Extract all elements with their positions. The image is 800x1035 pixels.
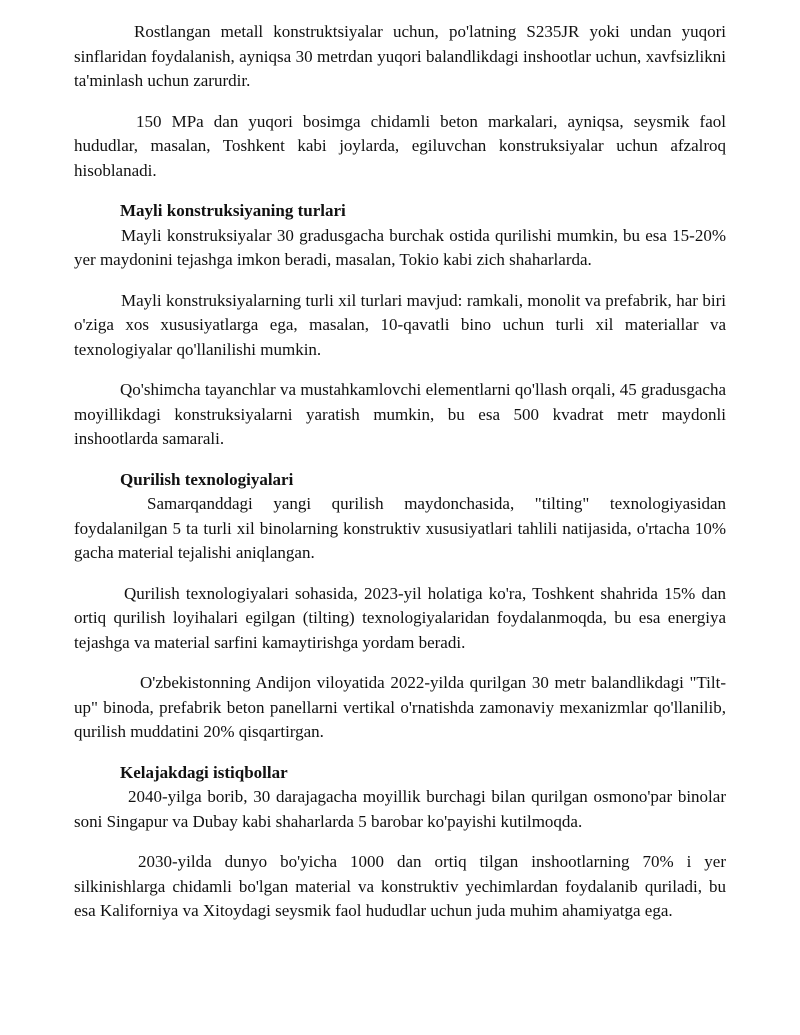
paragraph-tashkent-tilting: Qurilish texnologiyalari sohasida, 2023-yil holatiga ko'ra, Toshkent shahrida 15% dan ortiq qurilish loyihalari egilgan (tilting) texnologiyalaridan foydalanmoqda, bu esa energiya tejashga va material sarfini kamaytirishga yordam beradi. xyxy=(74,583,726,652)
heading-tilted-construction-types: Mayli konstruksiyaning turlari xyxy=(120,201,346,220)
heading-future-prospects: Kelajakdagi istiqbollar xyxy=(120,762,288,782)
paragraph-tilted-types: Mayli konstruksiyalarning turli xil turlari mavjud: ramkali, monolit va prefabrik, har biri o'ziga xos xususiyatlarga ega, masalan, 10-qavatli bino uchun turli xil materiallar va texnologiyalar qo'llanilishi mumkin. xyxy=(74,290,726,359)
document-page xyxy=(74,20,726,924)
paragraph-steel-grades: Rostlangan metall konstruktsiyalar uchun, po'latning S235JR yoki undan yuqori sinflaridan foydalanish, ayniqsa 30 metrdan yuqori balandlikdagi inshootlar uchun, xavfsizlikni ta'minlash uchun zarurdir. xyxy=(74,22,726,90)
paragraph-andijan-tiltup: O'zbekistonning Andijon viloyatida 2022-yilda qurilgan 30 metr balandlikdagi "Tilt-up" binoda, prefabrik beton panellarni vertikal o'rnatishda zamonaviy mexanizmlar qo'llanilib, qurilish muddatini 20% qisqartirgan. xyxy=(74,673,726,741)
heading-construction-technologies: Qurilish texnologiyalari xyxy=(120,469,294,489)
paragraph-samarkand: Samarqanddagi yangi qurilish maydonchasida, "tilting" texnologiyasidan foydalanilgan 5 ta turli xil binolarning konstruktiv xususiyatlari tahlili natijasida, o'rtacha 10% gacha material tejalishi aniqlangan. xyxy=(74,494,726,562)
paragraph-tilted-angle: Mayli konstruksiyalar 30 gradusgacha burchak ostida qurilishi mumkin, bu esa 15-20% yer maydonini tejashga imkon beradi, masalan, Tokio kabi zich shaharlarda. xyxy=(74,225,726,269)
paragraph-2040-forecast: 2040-yilga borib, 30 darajagacha moyillik burchagi bilan qurilgan osmono'par binolar soni Singapur va Dubay kabi shaharlarda 5 barobar ko'payishi kutilmoqda. xyxy=(74,787,726,831)
paragraph-concrete-grades: 150 MPa dan yuqori bosimga chidamli beton markalari, ayniqsa, seysmik faol hududlar, masalan, Toshkent kabi joylarda, egiluvchan konstruksiyalar uchun afzalroq hisoblanadi. xyxy=(74,111,726,180)
paragraph-2030-forecast: 2030-yilda dunyo bo'yicha 1000 dan ortiq tilgan inshootlarning 70% i yer silkinishlarga chidamli bo'lgan material va konstruktiv yechimlardan foydalanib quriladi, bu esa Kaliforniya va Xitoydagi seysmik faol hududlar uchun juda muhim ahamiyatga ega. xyxy=(74,852,726,920)
paragraph-supports: Qo'shimcha tayanchlar va mustahkamlovchi elementlarni qo'llash orqali, 45 gradusgacha moyillikdagi konstruksiyalarni yaratish mumkin, bu esa 500 kvadrat metr maydonli inshootlarda samarali. xyxy=(74,380,726,448)
